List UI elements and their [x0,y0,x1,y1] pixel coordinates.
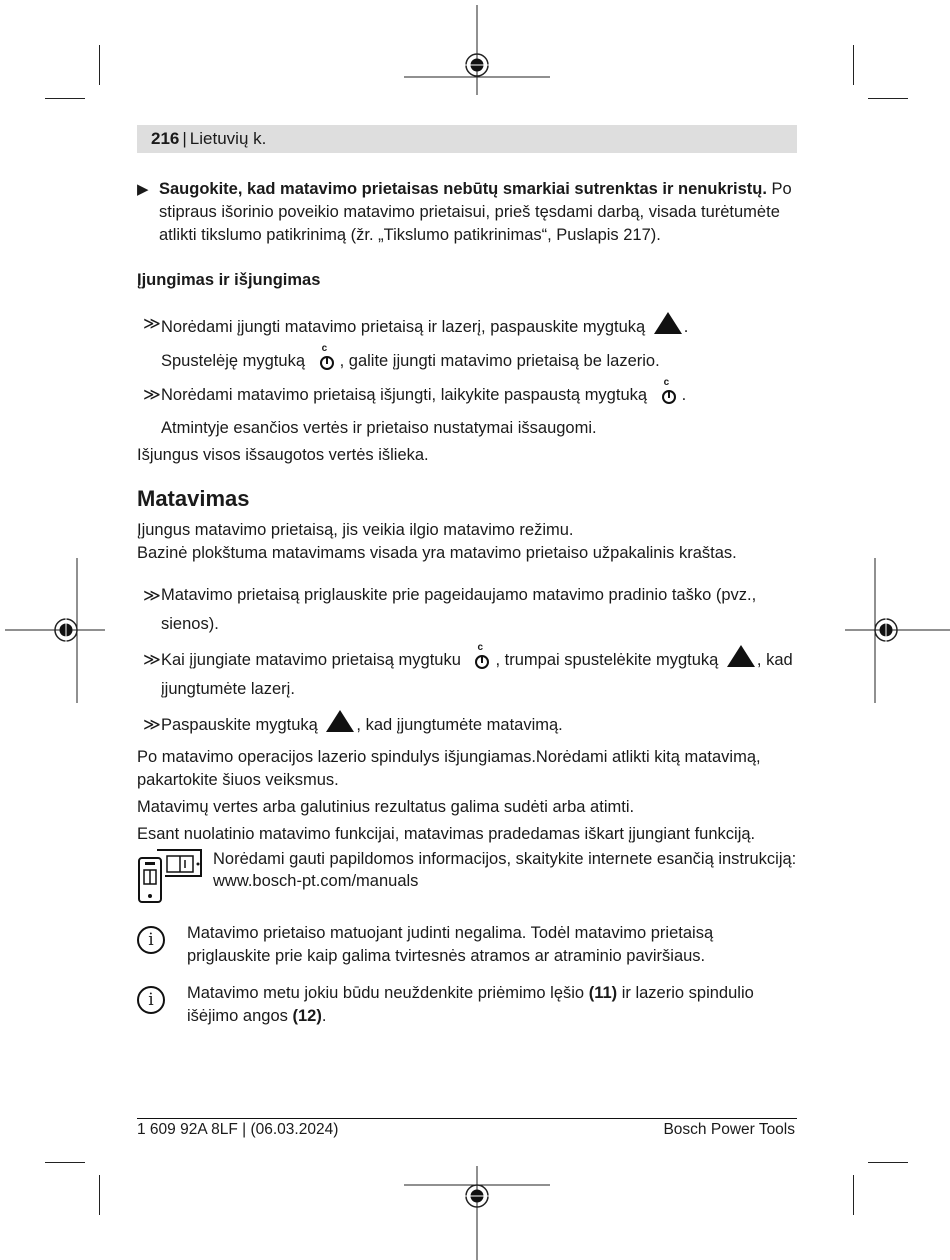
bullet-triangle-icon: ▶ [137,181,149,198]
header-separator: | [182,129,187,148]
onoff-note: Išjungus visos išsaugotos vertės išlieka. [137,446,429,464]
info-note-1 [137,922,797,968]
crop-mark [868,1162,908,1163]
step-switch-off: ≫ Norėdami matavimo prietaisą išjungti, laikykite paspaustą mygtuką c . [143,377,687,404]
step-switch-on-sub: Spustelėję mygtuką c , galite įjungti matavimo prietaisą be lazerio. [161,343,660,370]
measure-step2: ≫ Kai įjungiate matavimo prietaisą mygtuku c , trumpai spustelėkite mygtuką , kad įjungtumėte lazerį. [143,642,793,698]
registration-mark-right [845,558,950,703]
triangle-button-icon [326,710,354,732]
info-icon: i [137,926,165,954]
manual-note-text: Norėdami gauti papildomos informacijos, skaitykite internete esančią instrukciją: www.bosch-pt.com/manuals [213,850,797,890]
footer-doc-id: 1 609 92A 8LF | (06.03.2024) [137,1121,339,1138]
measure-para4: Matavimų vertes arba galutinius rezultatus galima sudėti arba atimti. [137,798,635,816]
measure-step1: ≫ Matavimo prietaisą priglauskite prie pageidaujamo matavimo pradinio taško (pvz., sienos). [137,581,797,639]
step-switch-on: ≫ Norėdami įjungti matavimo prietaisą ir lazerį, paspauskite mygtuką . [143,314,689,336]
crop-mark [99,1175,100,1215]
step-chevron-icon: ≫ [143,715,161,734]
info-note-1-text: Matavimo prietaiso matuojant judinti negalima. Todėl matavimo prietaisą priglauskite prie kaip galima tvirtesnės atramos ar atraminio paviršiaus. [187,924,714,965]
crop-mark [853,1175,854,1215]
step-chevron-icon: ≫ [143,385,161,404]
crop-mark [45,1162,85,1163]
registration-mark-top [404,5,550,95]
triangle-button-icon [654,312,682,334]
step-chevron-icon: ≫ [143,314,161,333]
warning-paragraph [137,178,797,247]
measure-para1: Įjungus matavimo prietaisą, jis veikia ilgio matavimo režimu. [137,521,574,539]
power-button-icon: c [660,383,678,405]
power-button-icon: c [473,648,491,670]
step-switch-off-sub: Atmintyje esančios vertės ir prietaiso nustatymai išsaugomi. [161,419,597,437]
info-note-2 [137,982,797,1028]
measure-para2: Bazinė plokštuma matavimams visada yra matavimo prietaiso užpakalinis kraštas. [137,544,737,562]
crop-mark [868,98,908,99]
section-heading-measure: Matavimas [137,486,250,511]
crop-mark [853,45,854,85]
info-icon: i [137,986,165,1014]
step-chevron-icon: ≫ [143,650,161,669]
info-note-2-text: Matavimo metu jokiu būdu neuždenkite priėmimo lęšio (11) ir lazerio spindulio išėjimo angos (12). [187,984,754,1025]
crop-mark [45,98,85,99]
crop-mark [99,45,100,85]
triangle-button-icon [727,645,755,667]
page-header [137,125,797,153]
footer-rule [137,1118,797,1119]
measure-para3: Po matavimo operacijos lazerio spindulys išjungiamas.Norėdami atlikti kitą matavimą, pakartokite šiuos veiksmus. [137,748,761,789]
measure-para5: Esant nuolatinio matavimo funkcijai, matavimas pradedamas iškart įjungiant funkciją. [137,825,756,843]
registration-mark-left [5,558,105,703]
language-label: Lietuvių k. [189,129,267,148]
phone-manual-icon [137,848,205,904]
section-heading-onoff: Įjungimas ir išjungimas [137,271,321,289]
step-chevron-icon: ≫ [143,586,161,605]
page-content [137,178,797,1028]
warning-text: Po stipraus išorinio poveikio matavimo prietaisui, prieš tęsdami darbą, visada turėtumėte atlikti tikslumo patikrinimą (žr. „Tikslumo patikrinimas“, Puslapis 217). [159,180,792,244]
page-number: 216 [151,129,180,148]
manual-note [137,848,797,904]
power-button-icon: c [318,349,336,371]
footer-brand: Bosch Power Tools [663,1121,795,1138]
warning-bold: Saugokite, kad matavimo prietaisas nebūtų smarkiai sutrenktas ir nenukristų. [159,180,767,198]
registration-mark-bottom [404,1166,550,1260]
measure-step3: ≫ Paspauskite mygtuką , kad įjungtumėte matavimą. [137,710,797,740]
